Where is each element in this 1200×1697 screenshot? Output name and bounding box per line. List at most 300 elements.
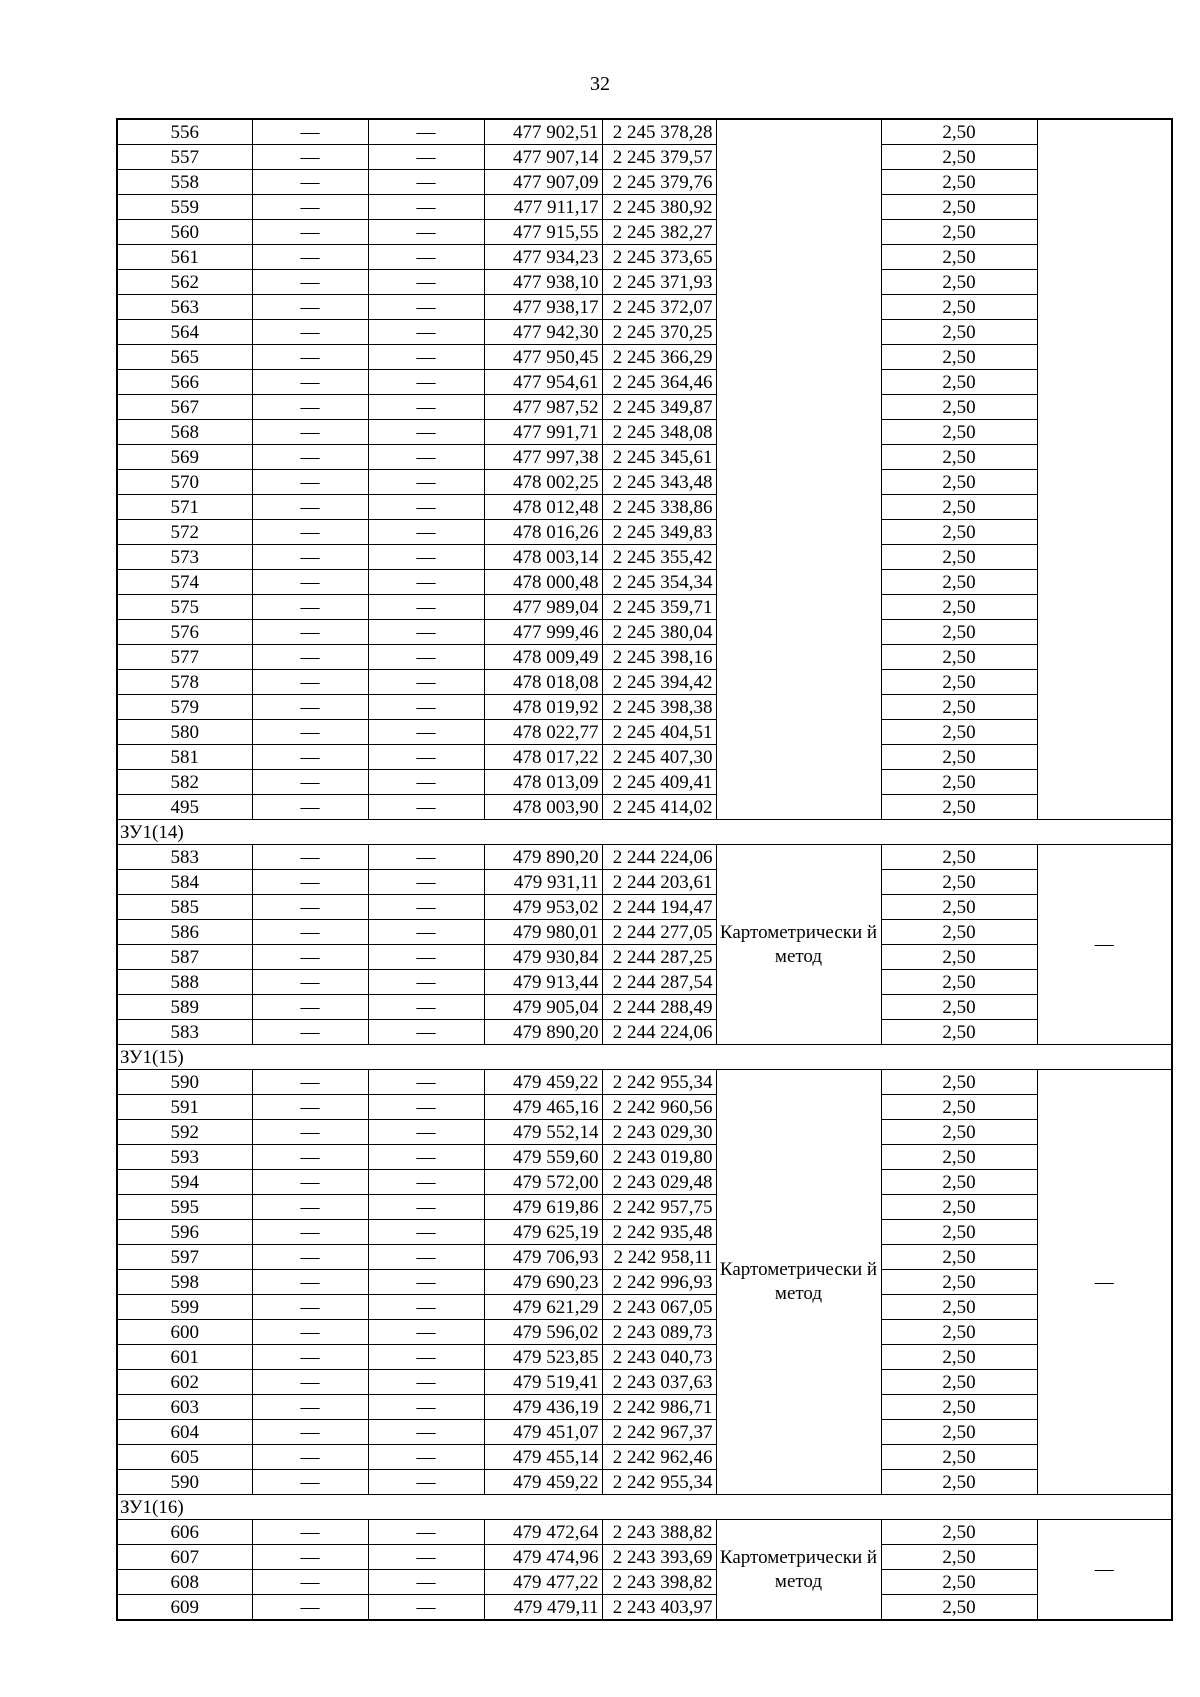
table-row: [117, 945, 1172, 970]
point-number-cell: 600: [117, 1320, 252, 1345]
section-label: ЗУ1(15): [117, 1045, 1172, 1070]
x-coordinate-cell: 479 930,84: [484, 945, 602, 970]
accuracy-cell: 2,50: [881, 745, 1037, 770]
x-coordinate-cell: 479 477,22: [484, 1570, 602, 1595]
accuracy-cell: 2,50: [881, 119, 1037, 145]
y-coordinate-cell: 2 245 345,61: [602, 445, 716, 470]
point-number-cell: 592: [117, 1120, 252, 1145]
point-number-cell: 572: [117, 520, 252, 545]
x-coordinate-cell: 477 999,46: [484, 620, 602, 645]
accuracy-cell: 2,50: [881, 245, 1037, 270]
y-coordinate-cell: 2 244 287,54: [602, 970, 716, 995]
accuracy-cell: 2,50: [881, 1370, 1037, 1395]
dash-cell: —: [252, 645, 368, 670]
section-header-row: [117, 1045, 1172, 1070]
point-number-cell: 591: [117, 1095, 252, 1120]
dash-cell: —: [368, 470, 484, 495]
accuracy-cell: 2,50: [881, 270, 1037, 295]
table-row: [117, 995, 1172, 1020]
point-number-cell: 587: [117, 945, 252, 970]
point-number-cell: 599: [117, 1295, 252, 1320]
table-row: [117, 145, 1172, 170]
dash-cell: —: [252, 520, 368, 545]
y-coordinate-cell: 2 245 364,46: [602, 370, 716, 395]
dash-cell: —: [368, 170, 484, 195]
accuracy-cell: 2,50: [881, 220, 1037, 245]
point-number-cell: 577: [117, 645, 252, 670]
point-number-cell: 569: [117, 445, 252, 470]
table-row: [117, 770, 1172, 795]
accuracy-cell: 2,50: [881, 1345, 1037, 1370]
table-row: [117, 220, 1172, 245]
point-number-cell: 566: [117, 370, 252, 395]
x-coordinate-cell: 479 690,23: [484, 1270, 602, 1295]
dash-cell: —: [252, 1120, 368, 1145]
dash-cell: —: [252, 395, 368, 420]
dash-cell: —: [252, 1445, 368, 1470]
y-coordinate-cell: 2 245 379,57: [602, 145, 716, 170]
x-coordinate-cell: 478 022,77: [484, 720, 602, 745]
table-row: [117, 1295, 1172, 1320]
note-cell: —: [1037, 845, 1172, 1045]
table-row: [117, 970, 1172, 995]
x-coordinate-cell: 478 018,08: [484, 670, 602, 695]
table-row: [117, 1345, 1172, 1370]
accuracy-cell: 2,50: [881, 470, 1037, 495]
dash-cell: —: [252, 1570, 368, 1595]
table-row: [117, 1145, 1172, 1170]
x-coordinate-cell: 479 596,02: [484, 1320, 602, 1345]
dash-cell: —: [368, 1120, 484, 1145]
dash-cell: —: [252, 170, 368, 195]
x-coordinate-cell: 477 934,23: [484, 245, 602, 270]
dash-cell: —: [252, 1595, 368, 1621]
table-row: [117, 320, 1172, 345]
dash-cell: —: [252, 595, 368, 620]
dash-cell: —: [368, 1370, 484, 1395]
x-coordinate-cell: 477 911,17: [484, 195, 602, 220]
dash-cell: —: [252, 220, 368, 245]
dash-cell: —: [368, 620, 484, 645]
dash-cell: —: [252, 1345, 368, 1370]
point-number-cell: 606: [117, 1520, 252, 1545]
x-coordinate-cell: 477 997,38: [484, 445, 602, 470]
y-coordinate-cell: 2 245 343,48: [602, 470, 716, 495]
point-number-cell: 570: [117, 470, 252, 495]
dash-cell: —: [252, 1020, 368, 1045]
table-row: [117, 1070, 1172, 1095]
x-coordinate-cell: 479 619,86: [484, 1195, 602, 1220]
accuracy-cell: 2,50: [881, 1245, 1037, 1270]
dash-cell: —: [252, 495, 368, 520]
accuracy-cell: 2,50: [881, 870, 1037, 895]
table-row: [117, 1120, 1172, 1145]
table-row: [117, 1570, 1172, 1595]
x-coordinate-cell: 479 436,19: [484, 1395, 602, 1420]
y-coordinate-cell: 2 244 288,49: [602, 995, 716, 1020]
dash-cell: —: [252, 445, 368, 470]
accuracy-cell: 2,50: [881, 1420, 1037, 1445]
table-row: [117, 420, 1172, 445]
y-coordinate-cell: 2 242 986,71: [602, 1395, 716, 1420]
accuracy-cell: 2,50: [881, 1545, 1037, 1570]
dash-cell: —: [368, 945, 484, 970]
accuracy-cell: 2,50: [881, 1270, 1037, 1295]
dash-cell: —: [368, 1420, 484, 1445]
point-number-cell: 578: [117, 670, 252, 695]
accuracy-cell: 2,50: [881, 545, 1037, 570]
table-row: [117, 1220, 1172, 1245]
point-number-cell: 573: [117, 545, 252, 570]
x-coordinate-cell: 479 479,11: [484, 1595, 602, 1621]
x-coordinate-cell: 477 938,10: [484, 270, 602, 295]
dash-cell: —: [368, 495, 484, 520]
dash-cell: —: [368, 845, 484, 870]
dash-cell: —: [368, 520, 484, 545]
table-row: [117, 295, 1172, 320]
accuracy-cell: 2,50: [881, 1320, 1037, 1345]
y-coordinate-cell: 2 243 393,69: [602, 1545, 716, 1570]
accuracy-cell: 2,50: [881, 295, 1037, 320]
y-coordinate-cell: 2 243 089,73: [602, 1320, 716, 1345]
x-coordinate-cell: 478 019,92: [484, 695, 602, 720]
x-coordinate-cell: 479 931,11: [484, 870, 602, 895]
point-number-cell: 583: [117, 1020, 252, 1045]
dash-cell: —: [252, 545, 368, 570]
x-coordinate-cell: 478 002,25: [484, 470, 602, 495]
accuracy-cell: 2,50: [881, 995, 1037, 1020]
dash-cell: —: [368, 570, 484, 595]
table-row: [117, 395, 1172, 420]
y-coordinate-cell: 2 245 378,28: [602, 119, 716, 145]
dash-cell: —: [368, 770, 484, 795]
x-coordinate-cell: 478 016,26: [484, 520, 602, 545]
dash-cell: —: [368, 370, 484, 395]
point-number-cell: 563: [117, 295, 252, 320]
table-row: [117, 1445, 1172, 1470]
y-coordinate-cell: 2 245 398,16: [602, 645, 716, 670]
dash-cell: —: [368, 1095, 484, 1120]
x-coordinate-cell: 479 890,20: [484, 1020, 602, 1045]
table-row: [117, 895, 1172, 920]
point-number-cell: 567: [117, 395, 252, 420]
y-coordinate-cell: 2 244 224,06: [602, 1020, 716, 1045]
y-coordinate-cell: 2 245 354,34: [602, 570, 716, 595]
dash-cell: —: [368, 245, 484, 270]
table-row: [117, 495, 1172, 520]
point-number-cell: 576: [117, 620, 252, 645]
x-coordinate-cell: 478 009,49: [484, 645, 602, 670]
dash-cell: —: [252, 845, 368, 870]
y-coordinate-cell: 2 245 379,76: [602, 170, 716, 195]
x-coordinate-cell: 479 559,60: [484, 1145, 602, 1170]
accuracy-cell: 2,50: [881, 620, 1037, 645]
accuracy-cell: 2,50: [881, 770, 1037, 795]
y-coordinate-cell: 2 243 398,82: [602, 1570, 716, 1595]
x-coordinate-cell: 479 552,14: [484, 1120, 602, 1145]
dash-cell: —: [368, 1345, 484, 1370]
accuracy-cell: 2,50: [881, 195, 1037, 220]
y-coordinate-cell: 2 245 359,71: [602, 595, 716, 620]
dash-cell: —: [368, 1570, 484, 1595]
x-coordinate-cell: 478 013,09: [484, 770, 602, 795]
point-number-cell: 589: [117, 995, 252, 1020]
dash-cell: —: [368, 1145, 484, 1170]
dash-cell: —: [252, 119, 368, 145]
dash-cell: —: [252, 1470, 368, 1495]
point-number-cell: 584: [117, 870, 252, 895]
x-coordinate-cell: 479 913,44: [484, 970, 602, 995]
x-coordinate-cell: 479 572,00: [484, 1170, 602, 1195]
x-coordinate-cell: 479 621,29: [484, 1295, 602, 1320]
x-coordinate-cell: 477 942,30: [484, 320, 602, 345]
point-number-cell: 560: [117, 220, 252, 245]
note-cell: —: [1037, 1520, 1172, 1621]
accuracy-cell: 2,50: [881, 170, 1037, 195]
dash-cell: —: [252, 570, 368, 595]
point-number-cell: 601: [117, 1345, 252, 1370]
y-coordinate-cell: 2 244 287,25: [602, 945, 716, 970]
dash-cell: —: [252, 145, 368, 170]
dash-cell: —: [252, 670, 368, 695]
dash-cell: —: [368, 345, 484, 370]
accuracy-cell: 2,50: [881, 1220, 1037, 1245]
point-number-cell: 562: [117, 270, 252, 295]
x-coordinate-cell: 479 953,02: [484, 895, 602, 920]
dash-cell: —: [252, 1195, 368, 1220]
dash-cell: —: [252, 870, 368, 895]
dash-cell: —: [368, 1595, 484, 1621]
point-number-cell: 558: [117, 170, 252, 195]
accuracy-cell: 2,50: [881, 1470, 1037, 1495]
y-coordinate-cell: 2 243 019,80: [602, 1145, 716, 1170]
dash-cell: —: [252, 970, 368, 995]
x-coordinate-cell: 479 459,22: [484, 1470, 602, 1495]
x-coordinate-cell: 478 003,90: [484, 795, 602, 820]
point-number-cell: 604: [117, 1420, 252, 1445]
accuracy-cell: 2,50: [881, 1145, 1037, 1170]
table-row: [117, 520, 1172, 545]
x-coordinate-cell: 478 003,14: [484, 545, 602, 570]
y-coordinate-cell: 2 245 338,86: [602, 495, 716, 520]
table-row: [117, 570, 1172, 595]
section-label: ЗУ1(16): [117, 1495, 1172, 1520]
dash-cell: —: [252, 1220, 368, 1245]
x-coordinate-cell: 477 954,61: [484, 370, 602, 395]
accuracy-cell: 2,50: [881, 895, 1037, 920]
y-coordinate-cell: 2 245 366,29: [602, 345, 716, 370]
accuracy-cell: 2,50: [881, 1095, 1037, 1120]
accuracy-cell: 2,50: [881, 595, 1037, 620]
dash-cell: —: [252, 245, 368, 270]
accuracy-cell: 2,50: [881, 1445, 1037, 1470]
dash-cell: —: [368, 1170, 484, 1195]
accuracy-cell: 2,50: [881, 1595, 1037, 1621]
y-coordinate-cell: 2 242 935,48: [602, 1220, 716, 1245]
dash-cell: —: [252, 320, 368, 345]
dash-cell: —: [252, 1395, 368, 1420]
dash-cell: —: [368, 895, 484, 920]
point-number-cell: 609: [117, 1595, 252, 1621]
table-row: [117, 345, 1172, 370]
x-coordinate-cell: 479 980,01: [484, 920, 602, 945]
dash-cell: —: [368, 545, 484, 570]
dash-cell: —: [368, 1320, 484, 1345]
x-coordinate-cell: 479 625,19: [484, 1220, 602, 1245]
dash-cell: —: [368, 320, 484, 345]
table-row: [117, 245, 1172, 270]
point-number-cell: 580: [117, 720, 252, 745]
dash-cell: —: [252, 470, 368, 495]
table-row: [117, 1245, 1172, 1270]
dash-cell: —: [252, 720, 368, 745]
y-coordinate-cell: 2 243 040,73: [602, 1345, 716, 1370]
point-number-cell: 586: [117, 920, 252, 945]
point-number-cell: 593: [117, 1145, 252, 1170]
y-coordinate-cell: 2 245 409,41: [602, 770, 716, 795]
dash-cell: —: [368, 720, 484, 745]
dash-cell: —: [252, 745, 368, 770]
accuracy-cell: 2,50: [881, 320, 1037, 345]
y-coordinate-cell: 2 245 370,25: [602, 320, 716, 345]
x-coordinate-cell: 477 989,04: [484, 595, 602, 620]
y-coordinate-cell: 2 245 398,38: [602, 695, 716, 720]
accuracy-cell: 2,50: [881, 1295, 1037, 1320]
y-coordinate-cell: 2 242 967,37: [602, 1420, 716, 1445]
dash-cell: —: [368, 1020, 484, 1045]
table-row: [117, 195, 1172, 220]
point-number-cell: 590: [117, 1070, 252, 1095]
dash-cell: —: [252, 195, 368, 220]
dash-cell: —: [368, 1520, 484, 1545]
accuracy-cell: 2,50: [881, 920, 1037, 945]
dash-cell: —: [368, 270, 484, 295]
x-coordinate-cell: 478 017,22: [484, 745, 602, 770]
dash-cell: —: [368, 645, 484, 670]
y-coordinate-cell: 2 243 067,05: [602, 1295, 716, 1320]
dash-cell: —: [252, 895, 368, 920]
dash-cell: —: [368, 695, 484, 720]
x-coordinate-cell: 477 987,52: [484, 395, 602, 420]
dash-cell: —: [252, 1095, 368, 1120]
x-coordinate-cell: 479 706,93: [484, 1245, 602, 1270]
dash-cell: —: [368, 420, 484, 445]
y-coordinate-cell: 2 242 957,75: [602, 1195, 716, 1220]
point-number-cell: 595: [117, 1195, 252, 1220]
dash-cell: —: [368, 119, 484, 145]
x-coordinate-cell: 477 907,09: [484, 170, 602, 195]
accuracy-cell: 2,50: [881, 1570, 1037, 1595]
y-coordinate-cell: 2 242 955,34: [602, 1070, 716, 1095]
dash-cell: —: [368, 1470, 484, 1495]
point-number-cell: 564: [117, 320, 252, 345]
point-number-cell: 602: [117, 1370, 252, 1395]
x-coordinate-cell: 479 472,64: [484, 1520, 602, 1545]
y-coordinate-cell: 2 245 355,42: [602, 545, 716, 570]
y-coordinate-cell: 2 245 349,83: [602, 520, 716, 545]
dash-cell: —: [368, 145, 484, 170]
accuracy-cell: 2,50: [881, 795, 1037, 820]
table-row: [117, 170, 1172, 195]
x-coordinate-cell: 477 902,51: [484, 119, 602, 145]
dash-cell: —: [252, 695, 368, 720]
table-row: [117, 270, 1172, 295]
page-number: 32: [590, 73, 610, 95]
accuracy-cell: 2,50: [881, 645, 1037, 670]
y-coordinate-cell: 2 243 403,97: [602, 1595, 716, 1621]
dash-cell: —: [368, 995, 484, 1020]
x-coordinate-cell: 479 519,41: [484, 1370, 602, 1395]
x-coordinate-cell: 477 991,71: [484, 420, 602, 445]
point-number-cell: 588: [117, 970, 252, 995]
table-row: [117, 370, 1172, 395]
point-number-cell: 565: [117, 345, 252, 370]
dash-cell: —: [252, 420, 368, 445]
y-coordinate-cell: 2 242 996,93: [602, 1270, 716, 1295]
method-cell: Картометрически й метод: [716, 1070, 881, 1495]
dash-cell: —: [252, 1370, 368, 1395]
x-coordinate-cell: 477 950,45: [484, 345, 602, 370]
x-coordinate-cell: 479 523,85: [484, 1345, 602, 1370]
point-number-cell: 556: [117, 119, 252, 145]
accuracy-cell: 2,50: [881, 445, 1037, 470]
point-number-cell: 557: [117, 145, 252, 170]
y-coordinate-cell: 2 243 388,82: [602, 1520, 716, 1545]
accuracy-cell: 2,50: [881, 1195, 1037, 1220]
method-cell: Картометрически й метод: [716, 1520, 881, 1621]
table-row: [117, 1520, 1172, 1545]
table-row: [117, 595, 1172, 620]
dash-cell: —: [368, 795, 484, 820]
note-cell: —: [1037, 1070, 1172, 1495]
table-row: [117, 445, 1172, 470]
point-number-cell: 596: [117, 1220, 252, 1245]
y-coordinate-cell: 2 243 037,63: [602, 1370, 716, 1395]
table-row: [117, 1320, 1172, 1345]
point-number-cell: 603: [117, 1395, 252, 1420]
accuracy-cell: 2,50: [881, 570, 1037, 595]
dash-cell: —: [368, 745, 484, 770]
point-number-cell: 590: [117, 1470, 252, 1495]
y-coordinate-cell: 2 242 955,34: [602, 1470, 716, 1495]
dash-cell: —: [252, 920, 368, 945]
y-coordinate-cell: 2 242 958,11: [602, 1245, 716, 1270]
point-number-cell: 579: [117, 695, 252, 720]
point-number-cell: 495: [117, 795, 252, 820]
table-row: [117, 745, 1172, 770]
table-row: [117, 1195, 1172, 1220]
dash-cell: —: [368, 1270, 484, 1295]
point-number-cell: 585: [117, 895, 252, 920]
section-label: ЗУ1(14): [117, 820, 1172, 845]
x-coordinate-cell: 478 012,48: [484, 495, 602, 520]
table-row: [117, 695, 1172, 720]
accuracy-cell: 2,50: [881, 1120, 1037, 1145]
table-row: [117, 645, 1172, 670]
accuracy-cell: 2,50: [881, 1395, 1037, 1420]
dash-cell: —: [368, 220, 484, 245]
method-cell: Картометрически й метод: [716, 845, 881, 1045]
dash-cell: —: [368, 1070, 484, 1095]
x-coordinate-cell: 479 890,20: [484, 845, 602, 870]
dash-cell: —: [252, 1170, 368, 1195]
table-row: [117, 620, 1172, 645]
dash-cell: —: [252, 770, 368, 795]
dash-cell: —: [368, 1245, 484, 1270]
table-row: [117, 1395, 1172, 1420]
accuracy-cell: 2,50: [881, 420, 1037, 445]
dash-cell: —: [368, 195, 484, 220]
